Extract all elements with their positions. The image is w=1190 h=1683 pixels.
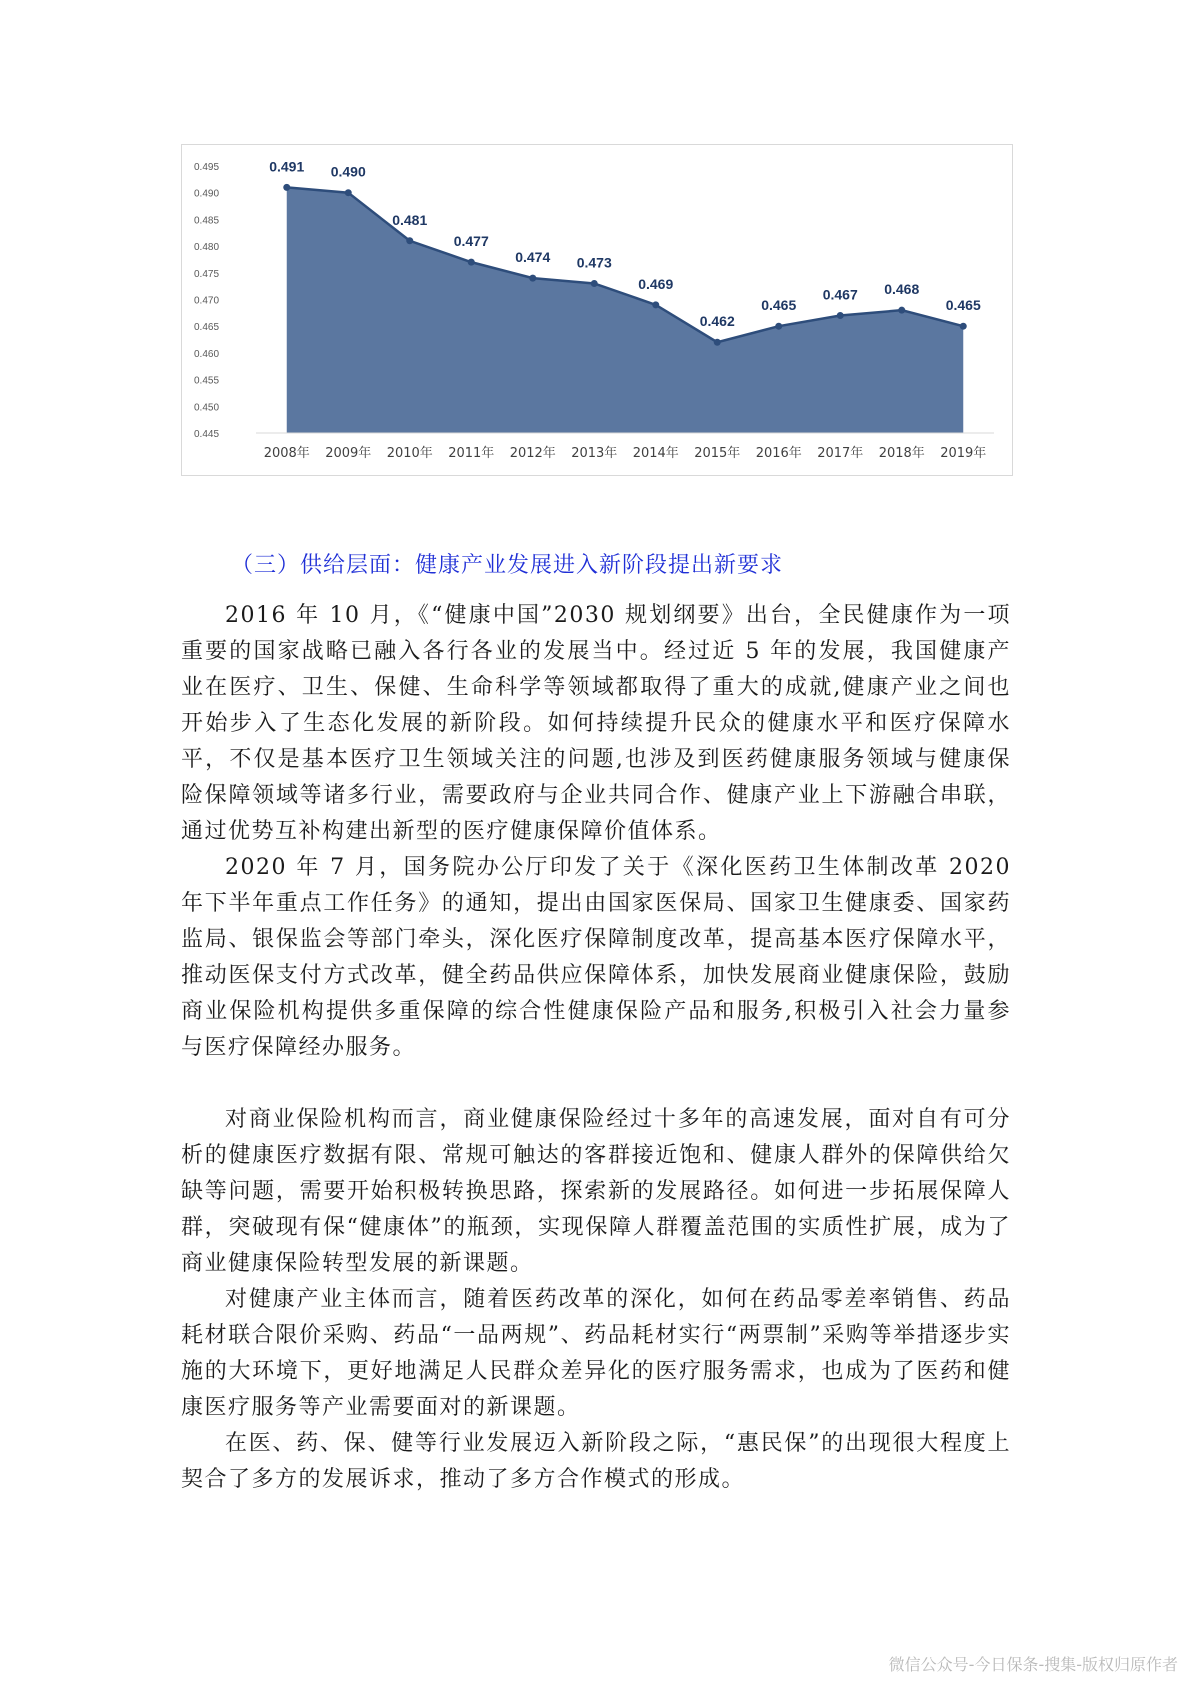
x-tick-label: 2009年 — [325, 446, 372, 461]
x-tick-label: 2018年 — [878, 446, 925, 461]
data-label: 0.490 — [330, 163, 366, 180]
x-tick-label: 2019年 — [940, 446, 987, 461]
data-label: 0.469 — [638, 275, 674, 292]
data-label: 0.465 — [761, 297, 797, 314]
data-point — [529, 275, 536, 282]
data-label: 0.474 — [515, 249, 551, 266]
x-tick-label: 2012年 — [509, 446, 556, 461]
x-tick-label: 2017年 — [817, 446, 864, 461]
data-point — [775, 323, 782, 330]
data-point — [591, 280, 598, 287]
data-point — [898, 307, 905, 314]
watermark: 微信公众号-今日保条-搜集-版权归原作者 — [888, 1655, 1178, 1674]
data-label: 0.465 — [945, 297, 981, 314]
paragraph-3: 对商业保险机构而言，商业健康保险经过十多年的高速发展，面对自有可分析的健康医疗数据有限、常规可触达的客群接近饱和、健康人群外的保障供给欠缺等问题，需要开始积极转换思路，探索新的发展路径。如何进一步拓展保障人群，突破现有保“健康体”的瓶颈，实现保障人群覆盖范围的实质性扩展，成为了商业健康保险转型发展的新课题。 — [181, 1107, 1011, 1276]
y-tick-label: 0.495 — [194, 162, 220, 173]
data-point — [468, 259, 475, 266]
data-point — [652, 301, 659, 308]
paragraph-5: 在医、药、保、健等行业发展迈入新阶段之际，“惠民保”的出现很大程度上契合了多方的发展诉求，推动了多方合作模式的形成。 — [181, 1431, 1011, 1492]
y-tick-label: 0.460 — [194, 348, 220, 360]
y-tick-label: 0.470 — [194, 295, 220, 307]
document-body — [181, 548, 1011, 1498]
line-area-chart — [182, 145, 1012, 475]
x-tick-label: 2011年 — [448, 446, 495, 461]
y-tick-label: 0.450 — [194, 402, 220, 414]
y-tick-label: 0.475 — [194, 268, 220, 280]
y-tick-label: 0.485 — [194, 215, 220, 227]
x-tick-label: 2015年 — [694, 446, 741, 461]
data-label: 0.491 — [269, 158, 305, 175]
paragraph-2: 2020 年 7 月，国务院办公厅印发了关于《深化医药卫生体制改革 2020 年下半年重点工作任务》的通知，提出由国家医保局、国家卫生健康委、国家药监局、银保监会等部门牵头，深化医疗保障制度改革，提高基本医疗保障水平，推动医保支付方式改革，健全药品供应保障体系，加快发展商业健康保险，鼓励商业保险机构提供多重保障的综合性健康保险产品和服务,积极引入社会力量参与医疗保障经办服务。 — [181, 855, 1011, 1060]
data-point — [714, 339, 721, 346]
data-label: 0.481 — [392, 211, 428, 228]
y-tick-label: 0.480 — [194, 242, 220, 254]
x-tick-label: 2013年 — [571, 446, 618, 461]
data-point — [960, 323, 967, 330]
y-tick-label: 0.445 — [194, 429, 220, 440]
data-label: 0.462 — [699, 313, 735, 330]
data-point — [283, 184, 290, 191]
data-label: 0.467 — [822, 286, 858, 303]
x-tick-label: 2010年 — [386, 446, 433, 461]
x-tick-label: 2008年 — [263, 446, 310, 461]
paragraph-4: 对健康产业主体而言，随着医药改革的深化，如何在药品零差率销售、药品耗材联合限价采购、药品“一品两规”、药品耗材实行“两票制”采购等举措逐步实施的大环境下，更好地满足人民群众差异化的医疗服务需求，也成为了医药和健康医疗服务等产业需要面对的新课题。 — [181, 1287, 1011, 1420]
y-tick-label: 0.465 — [194, 322, 220, 334]
y-tick-label: 0.490 — [194, 188, 220, 200]
chart-frame — [181, 144, 1013, 476]
section-subheading: （三）供给层面：健康产业发展进入新阶段提出新要求 — [231, 553, 784, 578]
data-point — [837, 312, 844, 319]
data-point — [406, 237, 413, 244]
x-tick-label: 2014年 — [632, 446, 679, 461]
y-tick-label: 0.455 — [194, 375, 220, 387]
x-tick-label: 2016年 — [755, 446, 802, 461]
data-label: 0.473 — [576, 254, 612, 271]
data-label: 0.477 — [453, 233, 489, 250]
data-label: 0.468 — [884, 281, 920, 298]
paragraph-1: 2016 年 10 月，《“健康中国”2030 规划纲要》出台，全民健康作为一项重要的国家战略已融入各行各业的发展当中。经过近 5 年的发展，我国健康产业在医疗、卫生、保健、生命科学等领域都取得了重大的成就,健康产业之间也开始步入了生态化发展的新阶段。如何持续提升民众的健康水平和医疗保障水平，不仅是基本医疗卫生领域关注的问题,也涉及到医药健康服务领域与健康保险保障领域等诸多行业，需要政府与企业共同合作、健康产业上下游融合串联，通过优势互补构建出新型的医疗健康保障价值体系。 — [181, 603, 1011, 844]
data-point — [345, 189, 352, 196]
